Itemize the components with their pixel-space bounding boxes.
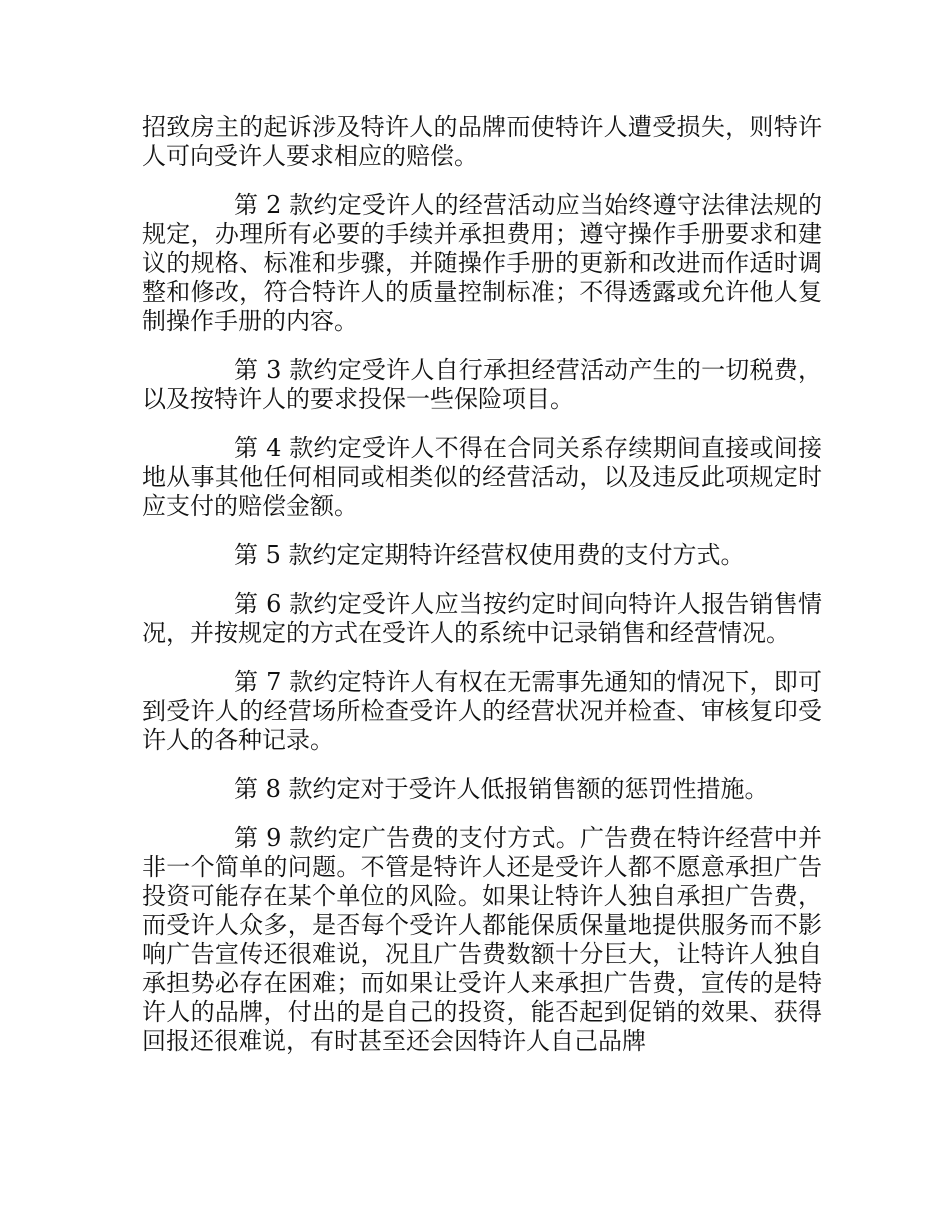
document-page: [142, 113, 822, 1076]
paragraph-continuation: 招致房主的起诉涉及特许人的品牌而使特许人遭受损失，则特许人可向受许人要求相应的赔偿。: [142, 113, 822, 170]
paragraph-clause-8: 第 8 款约定对于受许人低报销售额的惩罚性措施。: [234, 775, 769, 803]
paragraph-clause-5: 第 5 款约定定期特许经营权使用费的支付方式。: [234, 541, 745, 569]
paragraph-clause-3: 第 3 款约定受许人自行承担经营活动产生的一切税费，以及按特许人的要求投保一些保险项目。: [142, 356, 822, 413]
paragraph-clause-6: 第 6 款约定受许人应当按约定时间向特许人报告销售情况，并按规定的方式在受许人的系统中记录销售和经营情况。: [142, 590, 822, 647]
paragraph-clause-4: 第 4 款约定受许人不得在合同关系存续期间直接或间接地从事其他任何相同或相类似的经营活动，以及违反此项规定时应支付的赔偿金额。: [142, 434, 822, 520]
paragraph-clause-2: 第 2 款约定受许人的经营活动应当始终遵守法律法规的规定，办理所有必要的手续并承担费用；遵守操作手册要求和建议的规格、标准和步骤，并随操作手册的更新和改进而作适时调整和修改，符合特许人的质量控制标准；不得透露或允许他人复制操作手册的内容。: [142, 191, 822, 335]
paragraph-clause-7: 第 7 款约定特许人有权在无需事先通知的情况下，即可到受许人的经营场所检查受许人的经营状况并检查、审核复印受许人的各种记录。: [142, 668, 822, 754]
paragraph-clause-9: 第 9 款约定广告费的支付方式。广告费在特许经营中并非一个简单的问题。不管是特许人还是受许人都不愿意承担广告投资可能存在某个单位的风险。如果让特许人独自承担广告费，而受许人众多，是否每个受许人都能保质保量地提供服务而不影响广告宣传还很难说，况且广告费数额十分巨大，让特许人独自承担势必存在困难；而如果让受许人来承担广告费，宣传的是特许人的品牌，付出的是自己的投资，能否起到促销的效果、获得回报还很难说，有时甚至还会因特许人自己品牌: [142, 824, 822, 1055]
